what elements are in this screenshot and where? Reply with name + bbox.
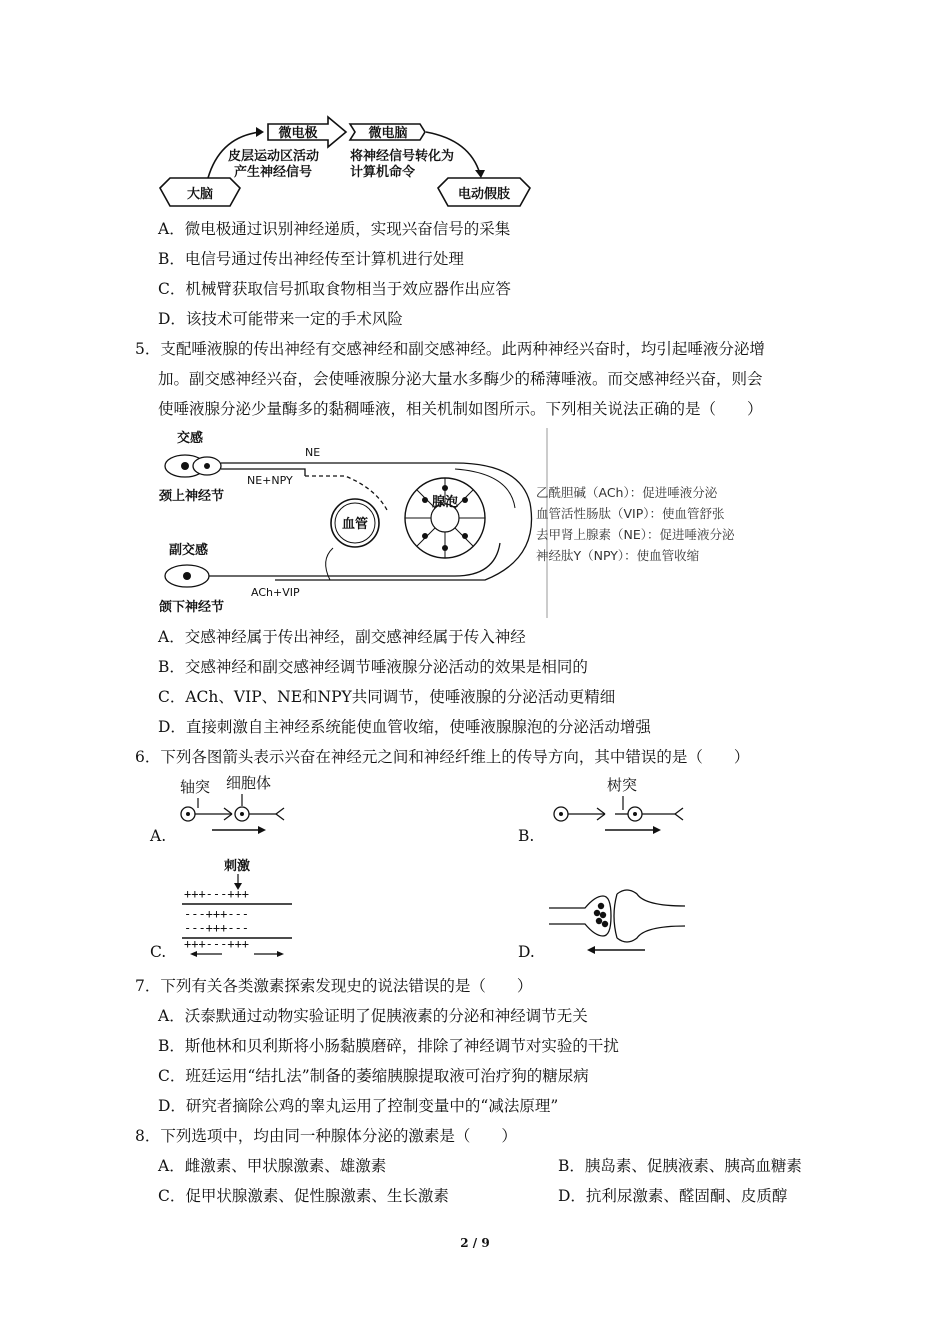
potential-row-1: +++---+++ [184,887,250,901]
left-text-1: 皮层运动区活动 [228,149,320,164]
q5-option-b: B．交感神经和副交感神经调节唾液腺分泌活动的效果是相同的 [158,658,588,676]
q5-stem-line-2: 加。副交感神经兴奋，会使唾液腺分泌大量水多酶少的稀薄唾液。而交感神经兴奋，则会 [158,370,763,388]
q6-figure-c [178,852,298,958]
q6-figure-b [545,770,695,840]
q6-figure-d [545,882,695,962]
stimulus-label: 刺激 [224,859,251,874]
cell-body-label: 细胞体 [226,774,272,792]
q6-label-d: D. [518,943,535,961]
sympathetic-label: 交感 [177,431,204,446]
legend-ne: 去甲肾上腺素（NE）：促进唾液分泌 [536,527,735,542]
potential-row-4: +++---+++ [184,937,250,951]
electrode-label: 微电极 [278,126,318,141]
right-text-2: 计算机命令 [350,165,416,180]
q6-stem: 6．下列各图箭头表示兴奋在神经元之间和神经纤维上的传导方向，其中错误的是（ ） [135,748,750,766]
q5-stem-line-3: 使唾液腺分泌少量酶多的黏稠唾液，相关机制如图所示。下列相关说法正确的是（ ） [158,400,763,418]
axon-label: 轴突 [180,778,211,796]
q6-figure-a [172,770,292,840]
q7-option-d: D．研究者摘除公鸡的睾丸运用了控制变量中的“减法原理” [158,1097,559,1115]
legend-ach: 乙酰胆碱（ACh）：促进唾液分泌 [536,485,718,500]
q7-stem: 7．下列有关各类激素探索发现史的说法错误的是（ ） [135,977,533,995]
acinus-label: 腺泡 [431,495,459,510]
q7-option-a: A．沃泰默通过动物实验证明了促胰液素的分泌和神经调节无关 [158,1007,588,1025]
q6-label-a: A. [150,827,167,845]
brain-label: 大脑 [186,187,214,202]
q8-option-b: B．胰岛素、促胰液素、胰高血糖素 [558,1157,802,1175]
microcomputer-label: 微电脑 [368,126,408,141]
q5-salivary-figure [155,428,550,620]
q5-option-a: A．交感神经属于传出神经，副交感神经属于传入神经 [158,628,526,646]
q8-option-a: A．雌激素、甲状腺激素、雄激素 [158,1157,387,1175]
submandibular-ganglion-label: 颌下神经节 [159,600,225,615]
right-text-1: 将神经信号转化为 [350,149,455,164]
left-text-2: 产生神经信号 [234,165,313,180]
q4-option-d: D．该技术可能带来一定的手术风险 [158,310,403,328]
ne-npy-label: NE+NPY [247,474,293,487]
q6-label-c: C. [150,943,167,961]
prosthesis-label: 电动假肢 [457,187,511,202]
q8-stem: 8．下列选项中，均由同一种腺体分泌的激素是（ ） [135,1127,517,1145]
vessel-label: 血管 [341,517,369,532]
q7-option-c: C．班廷运用“结扎法”制备的萎缩胰腺提取液可治疗狗的糖尿病 [158,1067,589,1085]
q6-label-b: B. [518,827,535,845]
ne-label: NE [305,446,321,459]
ach-vip-label: ACh+VIP [251,586,300,599]
superior-ganglion-label: 颈上神经节 [159,489,225,504]
q5-option-c: C．ACh、VIP、NE和NPY共同调节，使唾液腺的分泌活动更精细 [158,688,616,706]
q7-option-b: B．斯他林和贝利斯将小肠黏膜磨碎，排除了神经调节对实验的干扰 [158,1037,619,1055]
page-number: 2 / 9 [460,1236,490,1250]
legend-vip: 血管活性肠肽（VIP）：使血管舒张 [536,506,725,521]
dendrite-label: 树突 [607,776,638,794]
q4-option-c: C．机械臂获取信号抓取食物相当于效应器作出应答 [158,280,511,298]
q4-option-b: B．电信号通过传出神经传至计算机进行处理 [158,250,464,268]
q4-flow-diagram [150,112,550,214]
legend-npy: 神经肽Y（NPY）：使血管收缩 [536,548,700,563]
q5-stem-line-1: 5．支配唾液腺的传出神经有交感神经和副交感神经。此两种神经兴奋时，均引起唾液分泌增 [135,340,765,358]
potential-row-3: ---+++--- [184,921,250,935]
q8-option-c: C．促甲状腺激素、促性腺激素、生长激素 [158,1187,449,1205]
q8-option-d: D．抗利尿激素、醛固酮、皮质醇 [558,1187,788,1205]
potential-row-2: ---+++--- [184,907,250,921]
q5-option-d: D．直接刺激自主神经系统能使血管收缩，使唾液腺腺泡的分泌活动增强 [158,718,651,736]
q4-option-a: A．微电极通过识别神经递质，实现兴奋信号的采集 [158,220,511,238]
parasympathetic-label: 副交感 [169,543,209,558]
